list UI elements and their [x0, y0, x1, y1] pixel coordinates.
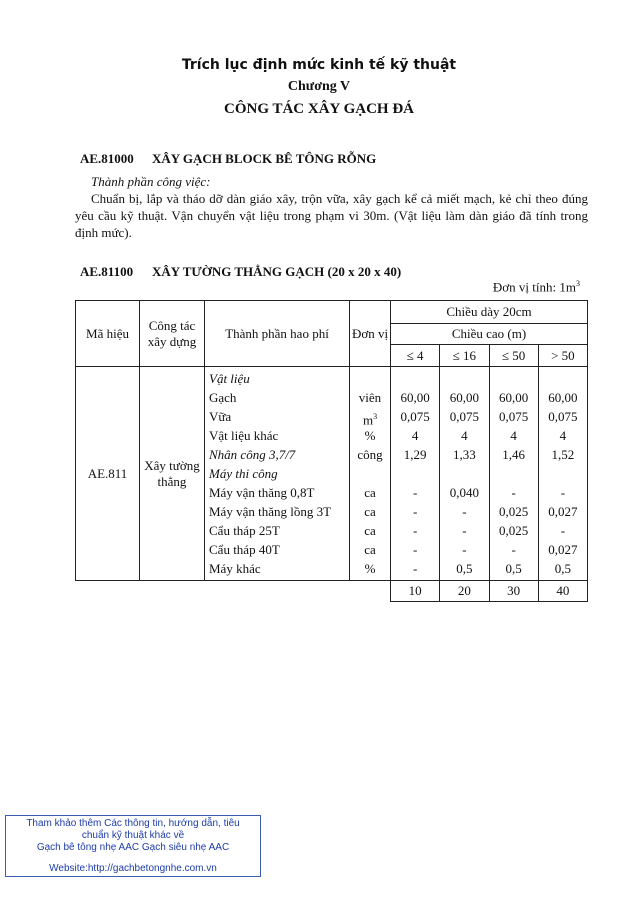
reference-line: Tham khảo thêm Các thông tin, hướng dẫn, tiêu	[26, 818, 240, 829]
value: -	[412, 561, 418, 576]
component-item: Vật liệu	[209, 371, 250, 386]
reference-line: Gạch bê tông nhẹ AAC Gạch siêu nhẹ AAC	[36, 842, 230, 853]
values-col-3	[489, 367, 538, 581]
value: 60,00	[400, 390, 430, 405]
chapter-number: Chương V	[287, 79, 351, 94]
component-item: Vữa	[209, 409, 232, 424]
component-item: Máy khác	[209, 561, 261, 576]
value: 0,075	[400, 409, 430, 424]
header-height: Chiều cao (m)	[391, 324, 588, 345]
value: 0,027	[548, 504, 578, 519]
value: 60,00	[449, 390, 479, 405]
value: -	[412, 523, 418, 538]
values-col-4	[538, 367, 587, 581]
component-item: Máy vận thăng lồng 3T	[209, 504, 332, 519]
footer-number: 40	[538, 581, 587, 602]
unit-item	[350, 464, 390, 483]
value: 4	[461, 428, 468, 443]
component-item: Cẩu tháp 25T	[209, 523, 280, 538]
header-col: ≤ 50	[489, 345, 538, 367]
value: 60,00	[499, 390, 529, 405]
header-work: Công tác xây dựng	[140, 301, 205, 367]
value: 0,025	[499, 504, 529, 519]
value: -	[462, 504, 467, 519]
header-component: Thành phần hao phí	[205, 301, 350, 367]
value: 1,46	[502, 447, 525, 462]
empty-cell	[140, 581, 205, 602]
unit-item: ca	[364, 542, 376, 557]
value	[391, 464, 439, 483]
value: 4	[411, 428, 419, 443]
value: -	[560, 485, 566, 500]
component-item: Máy vận thăng 0,8T	[209, 485, 315, 500]
unit-item: ca	[364, 485, 376, 500]
unit-item: %	[364, 561, 376, 576]
work-components-heading: Thành phần công việc:	[91, 174, 211, 189]
work-description: Chuẩn bị, lắp và tháo dỡ dàn giáo xây, trộn vữa, xây gạch kể cả miết mạch, kẻ chỉ theo đúng yêu cầu kỹ thuật. Vận chuyển vật liệu trong phạm vi 30m. (Vật liệu làm dàn giáo đã tính trong định mức).	[75, 191, 588, 240]
value	[539, 369, 587, 388]
empty-cell	[205, 581, 350, 602]
component-item: Gạch	[209, 390, 237, 405]
section-title: XÂY GẠCH BLOCK BÊ TÔNG RỖNG	[152, 151, 377, 166]
value: 0,075	[548, 409, 578, 424]
header-thickness: Chiều dày 20cm	[391, 301, 588, 324]
component-item: Vật liệu khác	[209, 428, 279, 443]
unit-item: ca	[364, 504, 376, 519]
unit-item: $m^3$	[362, 412, 378, 428]
value: -	[412, 542, 418, 557]
value: -	[412, 485, 418, 500]
value: -	[511, 485, 516, 500]
value: 4	[510, 428, 517, 443]
unit-label: Đơn vị tính: $1m^3$	[492, 279, 580, 295]
unit-item: viên	[358, 390, 382, 405]
value: -	[560, 523, 566, 538]
footer-number: 30	[489, 581, 538, 602]
norm-table	[75, 300, 588, 602]
reference-box	[5, 815, 261, 877]
component-item: Nhân công 3,7/7	[209, 447, 296, 462]
subsection-code: AE.81100	[80, 264, 134, 279]
value	[440, 464, 488, 483]
website-link[interactable]: Website:http://gachbetongnhe.com.vn	[49, 863, 217, 874]
value: 1,52	[551, 447, 575, 462]
value: 0,5	[456, 561, 473, 576]
units-cell	[350, 367, 391, 581]
footer-number: 10	[391, 581, 440, 602]
value: 0,5	[505, 561, 522, 576]
values-col-1	[391, 367, 440, 581]
section-code: AE.81000	[80, 151, 134, 166]
header-col: ≤ 16	[440, 345, 489, 367]
value: -	[462, 542, 467, 557]
empty-cell	[350, 581, 391, 602]
value	[490, 464, 538, 483]
value: 4	[559, 428, 567, 443]
value: 0,025	[499, 523, 529, 538]
value: 0,5	[554, 561, 571, 576]
reference-line: chuẩn kỹ thuật khác về	[81, 830, 185, 841]
document-title: Trích lục định mức kinh tế kỹ thuật	[181, 57, 457, 73]
value	[440, 369, 488, 388]
chapter-title: CÔNG TÁC XÂY GẠCH ĐÁ	[223, 101, 414, 117]
unit-item: %	[364, 428, 376, 443]
values-col-2	[440, 367, 489, 581]
value: -	[511, 542, 516, 557]
value: 1,29	[403, 447, 427, 462]
value: 0,075	[499, 409, 529, 424]
row-code: AE.811	[76, 367, 140, 581]
value: -	[462, 523, 467, 538]
value	[391, 369, 439, 388]
unit-item: ca	[364, 523, 376, 538]
value: 0,075	[449, 409, 479, 424]
header-code: Mã hiệu	[76, 301, 140, 367]
value: 1,33	[453, 447, 476, 462]
subsection-title: XÂY TƯỜNG THẲNG GẠCH (20 x 20 x 40)	[152, 264, 402, 279]
value: -	[412, 504, 418, 519]
unit-item: công	[357, 447, 383, 462]
value: 60,00	[548, 390, 578, 405]
value	[539, 464, 587, 483]
component-item: Cẩu tháp 40T	[209, 542, 280, 557]
value: 0,040	[449, 485, 479, 500]
value: 0,027	[548, 542, 578, 557]
header-col: ≤ 4	[391, 345, 440, 367]
header-unit: Đơn vị	[350, 301, 391, 367]
header-col: > 50	[538, 345, 587, 367]
value	[490, 369, 538, 388]
component-item: Máy thi công	[209, 466, 278, 481]
row-work: Xây tường thẳng	[140, 367, 205, 581]
components-cell	[205, 367, 350, 581]
footer-number: 20	[440, 581, 489, 602]
empty-cell	[76, 581, 140, 602]
unit-item	[350, 369, 390, 388]
